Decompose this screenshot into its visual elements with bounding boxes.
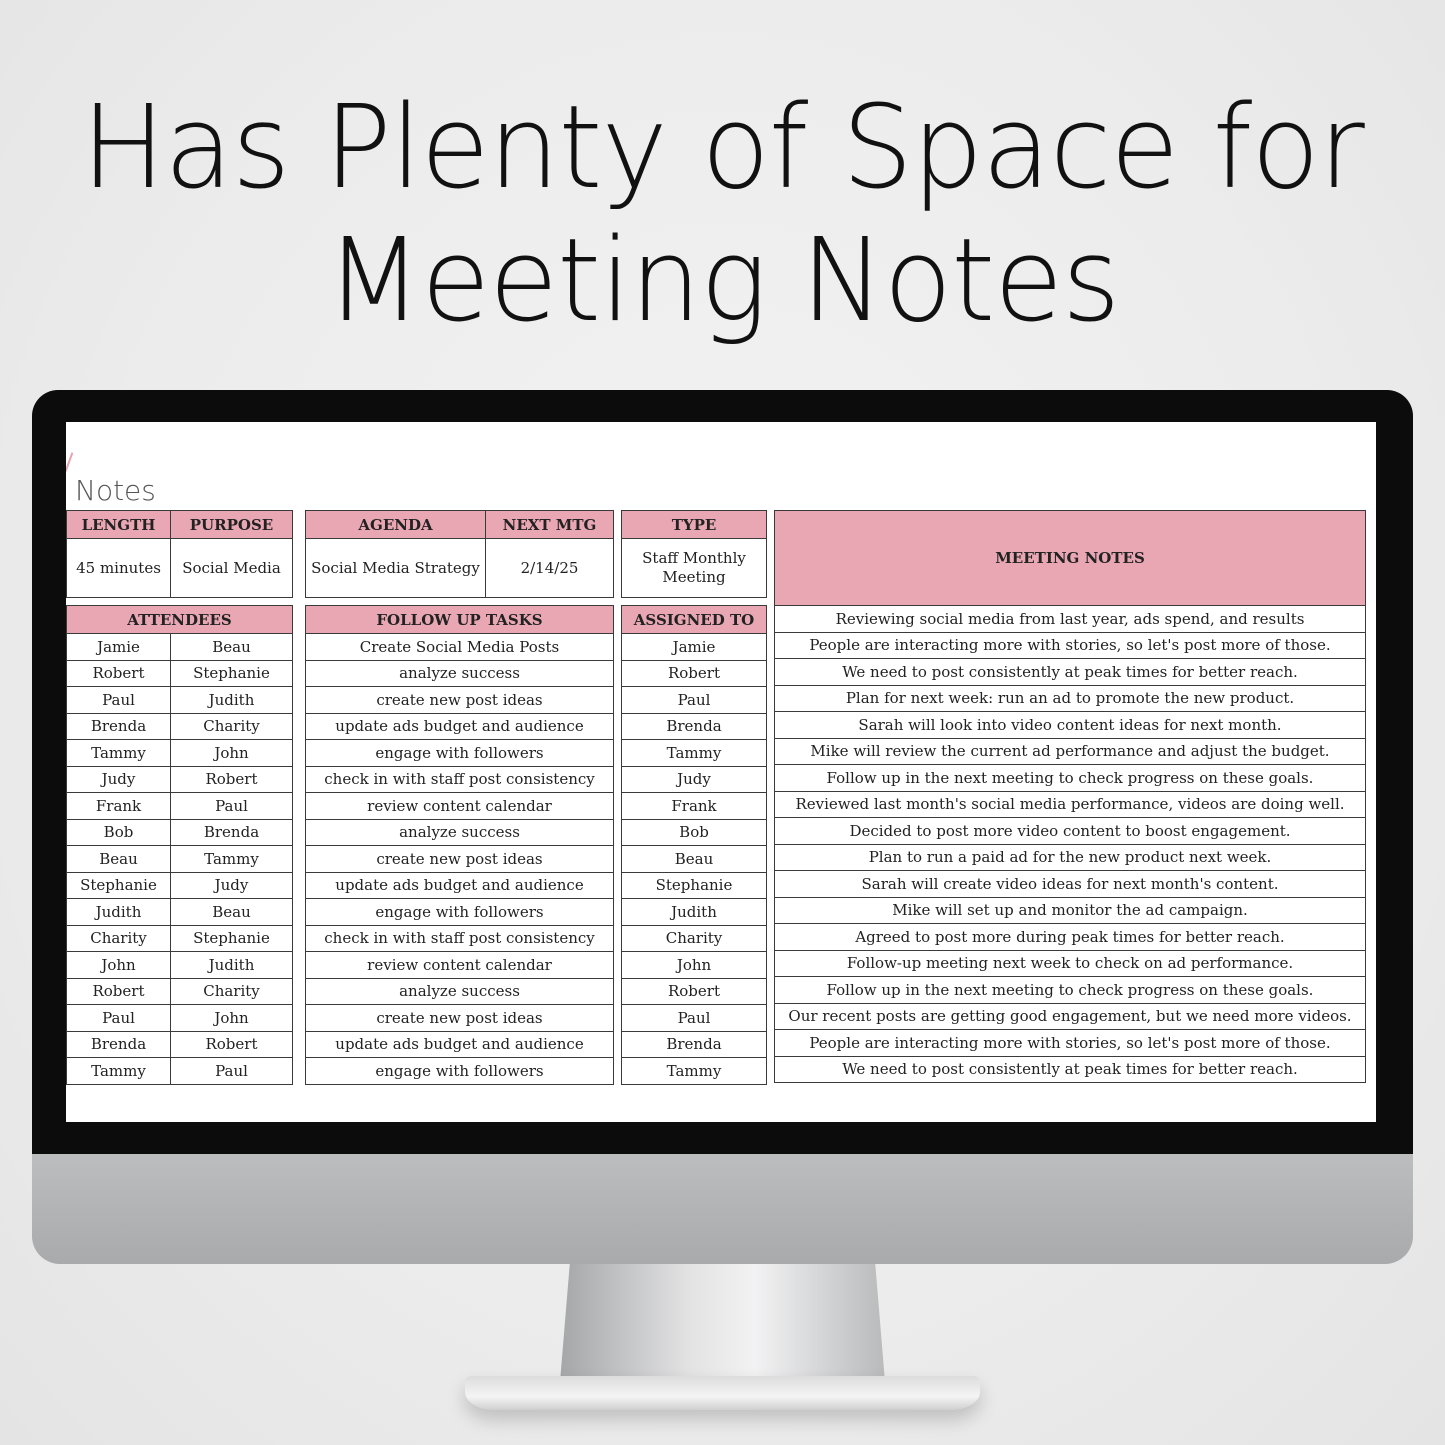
next-mtg-header: NEXT MTG bbox=[486, 511, 614, 539]
table-row bbox=[775, 1030, 1366, 1057]
note-cell[interactable]: Agreed to post more during peak times for better reach. bbox=[775, 924, 1366, 951]
table-row bbox=[67, 846, 293, 873]
meeting-notes-header-table bbox=[774, 510, 1366, 606]
table-row bbox=[622, 952, 767, 979]
task-cell[interactable]: check in with staff post consistency bbox=[306, 766, 614, 793]
task-cell[interactable]: update ads budget and audience bbox=[306, 713, 614, 740]
assigned-cell[interactable]: Tammy bbox=[622, 740, 767, 767]
attendee-cell[interactable]: Judith bbox=[67, 899, 171, 926]
assigned-to-table bbox=[621, 605, 767, 1085]
table-row bbox=[67, 819, 293, 846]
task-cell[interactable]: Create Social Media Posts bbox=[306, 634, 614, 661]
attendee-cell[interactable]: Beau bbox=[171, 899, 293, 926]
note-cell[interactable]: Sarah will look into video content ideas for next month. bbox=[775, 712, 1366, 739]
table-row bbox=[67, 766, 293, 793]
assigned-cell[interactable]: Brenda bbox=[622, 1031, 767, 1058]
table-row bbox=[306, 740, 614, 767]
attendee-cell[interactable]: Beau bbox=[67, 846, 171, 873]
table-row bbox=[67, 1005, 293, 1032]
table-row bbox=[67, 952, 293, 979]
task-cell[interactable]: create new post ideas bbox=[306, 1005, 614, 1032]
assigned-cell[interactable]: Beau bbox=[622, 846, 767, 873]
type-header: TYPE bbox=[622, 511, 767, 539]
table-row bbox=[67, 634, 293, 661]
note-cell[interactable]: Mike will review the current ad performance and adjust the budget. bbox=[775, 738, 1366, 765]
attendee-cell[interactable]: Charity bbox=[171, 713, 293, 740]
table-row bbox=[306, 899, 614, 926]
agenda-header: AGENDA bbox=[306, 511, 486, 539]
table-row bbox=[775, 606, 1366, 633]
table-row bbox=[775, 950, 1366, 977]
attendee-cell[interactable]: John bbox=[67, 952, 171, 979]
table-row bbox=[622, 872, 767, 899]
table-row bbox=[622, 899, 767, 926]
attendee-cell[interactable]: Tammy bbox=[67, 1058, 171, 1085]
task-cell[interactable]: review content calendar bbox=[306, 952, 614, 979]
attendee-cell[interactable]: Bob bbox=[67, 819, 171, 846]
attendee-cell[interactable]: Charity bbox=[67, 925, 171, 952]
attendee-cell[interactable]: Stephanie bbox=[171, 660, 293, 687]
assigned-cell[interactable]: Stephanie bbox=[622, 872, 767, 899]
attendee-cell[interactable]: Robert bbox=[67, 978, 171, 1005]
purpose-header: PURPOSE bbox=[171, 511, 293, 539]
table-row bbox=[775, 818, 1366, 845]
table-row bbox=[306, 819, 614, 846]
table-row bbox=[775, 977, 1366, 1004]
table-row bbox=[306, 713, 614, 740]
table-row bbox=[306, 1031, 614, 1058]
sheet-title: Notes bbox=[75, 474, 156, 507]
table-row bbox=[622, 713, 767, 740]
assigned-to-header: ASSIGNED TO bbox=[622, 606, 767, 634]
task-cell[interactable]: update ads budget and audience bbox=[306, 872, 614, 899]
note-cell[interactable]: People are interacting more with stories, so let's post more of those. bbox=[775, 1030, 1366, 1057]
headline-line-1: Has Plenty of Space for bbox=[81, 81, 1364, 215]
attendee-cell[interactable]: Stephanie bbox=[171, 925, 293, 952]
task-cell[interactable]: engage with followers bbox=[306, 899, 614, 926]
table-row bbox=[775, 685, 1366, 712]
table-row bbox=[67, 899, 293, 926]
table-row bbox=[622, 819, 767, 846]
task-cell[interactable]: update ads budget and audience bbox=[306, 1031, 614, 1058]
follow-up-tasks-header: FOLLOW UP TASKS bbox=[306, 606, 614, 634]
attendee-cell[interactable]: Robert bbox=[67, 660, 171, 687]
note-cell[interactable]: Plan to run a paid ad for the new product next week. bbox=[775, 844, 1366, 871]
table-row bbox=[622, 660, 767, 687]
table-row bbox=[622, 846, 767, 873]
meeting-notes-table bbox=[774, 605, 1366, 1083]
table-row bbox=[67, 925, 293, 952]
assigned-cell[interactable]: Frank bbox=[622, 793, 767, 820]
note-cell[interactable]: We need to post consistently at peak times for better reach. bbox=[775, 659, 1366, 686]
attendee-cell[interactable]: Robert bbox=[171, 766, 293, 793]
attendee-cell[interactable]: Judy bbox=[171, 872, 293, 899]
task-cell[interactable]: create new post ideas bbox=[306, 687, 614, 714]
table-row bbox=[775, 712, 1366, 739]
agenda-cell[interactable]: Social Media Strategy bbox=[306, 539, 486, 598]
assigned-cell[interactable]: Tammy bbox=[622, 1058, 767, 1085]
attendee-cell[interactable]: Jamie bbox=[67, 634, 171, 661]
attendee-cell[interactable]: Stephanie bbox=[67, 872, 171, 899]
monitor-stand-neck bbox=[560, 1264, 885, 1382]
table-row bbox=[622, 1031, 767, 1058]
type-cell[interactable]: Staff Monthly Meeting bbox=[622, 539, 767, 598]
table-row bbox=[306, 766, 614, 793]
task-cell[interactable]: engage with followers bbox=[306, 740, 614, 767]
next-mtg-cell[interactable]: 2/14/25 bbox=[486, 539, 614, 598]
note-cell[interactable]: Follow-up meeting next week to check on ad performance. bbox=[775, 950, 1366, 977]
attendee-cell[interactable]: Brenda bbox=[171, 819, 293, 846]
attendee-cell[interactable]: Paul bbox=[67, 1005, 171, 1032]
attendee-cell[interactable]: Paul bbox=[171, 1058, 293, 1085]
attendee-cell[interactable]: Judith bbox=[171, 952, 293, 979]
assigned-cell[interactable]: Paul bbox=[622, 687, 767, 714]
note-cell[interactable]: Plan for next week: run an ad to promote the new product. bbox=[775, 685, 1366, 712]
task-cell[interactable]: analyze success bbox=[306, 660, 614, 687]
task-cell[interactable]: analyze success bbox=[306, 978, 614, 1005]
attendee-cell[interactable]: Judy bbox=[67, 766, 171, 793]
attendee-cell[interactable]: John bbox=[171, 740, 293, 767]
table-row bbox=[67, 978, 293, 1005]
task-cell[interactable]: analyze success bbox=[306, 819, 614, 846]
table-row bbox=[622, 925, 767, 952]
table-row bbox=[775, 924, 1366, 951]
assigned-cell[interactable]: Brenda bbox=[622, 713, 767, 740]
length-header: LENGTH bbox=[67, 511, 171, 539]
note-cell[interactable]: Follow up in the next meeting to check progress on these goals. bbox=[775, 977, 1366, 1004]
attendee-cell[interactable]: Paul bbox=[171, 793, 293, 820]
assigned-cell[interactable]: Charity bbox=[622, 925, 767, 952]
table-row bbox=[622, 793, 767, 820]
attendee-cell[interactable]: Beau bbox=[171, 634, 293, 661]
attendee-cell[interactable]: Robert bbox=[171, 1031, 293, 1058]
table-row bbox=[775, 791, 1366, 818]
attendee-cell[interactable]: Tammy bbox=[171, 846, 293, 873]
monitor-chin bbox=[32, 1154, 1413, 1264]
note-cell[interactable]: Our recent posts are getting good engagement, but we need more videos. bbox=[775, 1003, 1366, 1030]
task-cell[interactable]: engage with followers bbox=[306, 1058, 614, 1085]
attendee-cell[interactable]: Tammy bbox=[67, 740, 171, 767]
attendee-cell[interactable]: Charity bbox=[171, 978, 293, 1005]
assigned-cell[interactable]: Bob bbox=[622, 819, 767, 846]
spreadsheet-screen bbox=[66, 422, 1376, 1122]
attendee-cell[interactable]: Brenda bbox=[67, 1031, 171, 1058]
attendee-cell[interactable]: Frank bbox=[67, 793, 171, 820]
assigned-cell[interactable]: Robert bbox=[622, 660, 767, 687]
table-row bbox=[775, 765, 1366, 792]
note-cell[interactable]: Follow up in the next meeting to check progress on these goals. bbox=[775, 765, 1366, 792]
table-row bbox=[67, 872, 293, 899]
attendees-table bbox=[66, 605, 293, 1085]
agenda-nextmtg-table bbox=[305, 510, 614, 598]
note-cell[interactable]: Mike will set up and monitor the ad campaign. bbox=[775, 897, 1366, 924]
table-row bbox=[775, 1003, 1366, 1030]
note-cell[interactable]: Reviewed last month's social media performance, videos are doing well. bbox=[775, 791, 1366, 818]
attendee-cell[interactable]: Paul bbox=[67, 687, 171, 714]
attendee-cell[interactable]: Judith bbox=[171, 687, 293, 714]
headline-line-2: Meeting Notes bbox=[325, 214, 1120, 348]
attendee-cell[interactable]: Brenda bbox=[67, 713, 171, 740]
note-cell[interactable]: We need to post consistently at peak times for better reach. bbox=[775, 1056, 1366, 1083]
table-row bbox=[306, 687, 614, 714]
attendees-header: ATTENDEES bbox=[67, 606, 293, 634]
logo-mark-icon bbox=[66, 452, 73, 471]
assigned-cell[interactable]: Robert bbox=[622, 978, 767, 1005]
task-cell[interactable]: create new post ideas bbox=[306, 846, 614, 873]
table-row bbox=[67, 660, 293, 687]
meeting-notes-header: MEETING NOTES bbox=[775, 511, 1366, 606]
table-row bbox=[622, 1005, 767, 1032]
table-row bbox=[306, 1005, 614, 1032]
table-row bbox=[775, 871, 1366, 898]
table-row bbox=[67, 740, 293, 767]
table-row bbox=[306, 925, 614, 952]
table-row bbox=[306, 660, 614, 687]
length-cell[interactable]: 45 minutes bbox=[67, 539, 171, 598]
table-row bbox=[622, 740, 767, 767]
task-cell[interactable]: review content calendar bbox=[306, 793, 614, 820]
table-row bbox=[306, 634, 614, 661]
table-row bbox=[306, 1058, 614, 1085]
table-row bbox=[622, 978, 767, 1005]
assigned-cell[interactable]: Paul bbox=[622, 1005, 767, 1032]
table-row bbox=[775, 1056, 1366, 1083]
table-row bbox=[306, 846, 614, 873]
monitor-stand-base bbox=[465, 1376, 980, 1410]
note-cell[interactable]: Sarah will create video ideas for next month's content. bbox=[775, 871, 1366, 898]
table-row bbox=[622, 634, 767, 661]
table-row bbox=[622, 687, 767, 714]
note-cell[interactable]: Reviewing social media from last year, ads spend, and results bbox=[775, 606, 1366, 633]
table-row bbox=[622, 1058, 767, 1085]
note-cell[interactable]: Decided to post more video content to boost engagement. bbox=[775, 818, 1366, 845]
table-row bbox=[622, 766, 767, 793]
table-row bbox=[306, 978, 614, 1005]
table-row bbox=[306, 793, 614, 820]
purpose-cell[interactable]: Social Media bbox=[171, 539, 293, 598]
assigned-cell[interactable]: Judith bbox=[622, 899, 767, 926]
follow-up-tasks-table bbox=[305, 605, 614, 1085]
note-cell[interactable]: People are interacting more with stories, so let's post more of those. bbox=[775, 632, 1366, 659]
assigned-cell[interactable]: Judy bbox=[622, 766, 767, 793]
table-row bbox=[775, 632, 1366, 659]
assigned-cell[interactable]: John bbox=[622, 952, 767, 979]
type-table bbox=[621, 510, 767, 598]
table-row bbox=[67, 1058, 293, 1085]
table-row bbox=[67, 713, 293, 740]
assigned-cell[interactable]: Jamie bbox=[622, 634, 767, 661]
task-cell[interactable]: check in with staff post consistency bbox=[306, 925, 614, 952]
table-row bbox=[775, 897, 1366, 924]
table-row bbox=[775, 738, 1366, 765]
attendee-cell[interactable]: John bbox=[171, 1005, 293, 1032]
table-row bbox=[67, 687, 293, 714]
table-row bbox=[67, 793, 293, 820]
table-row bbox=[306, 952, 614, 979]
table-row bbox=[775, 659, 1366, 686]
table-row bbox=[775, 844, 1366, 871]
table-row bbox=[67, 1031, 293, 1058]
length-purpose-table bbox=[66, 510, 293, 598]
table-row bbox=[306, 872, 614, 899]
